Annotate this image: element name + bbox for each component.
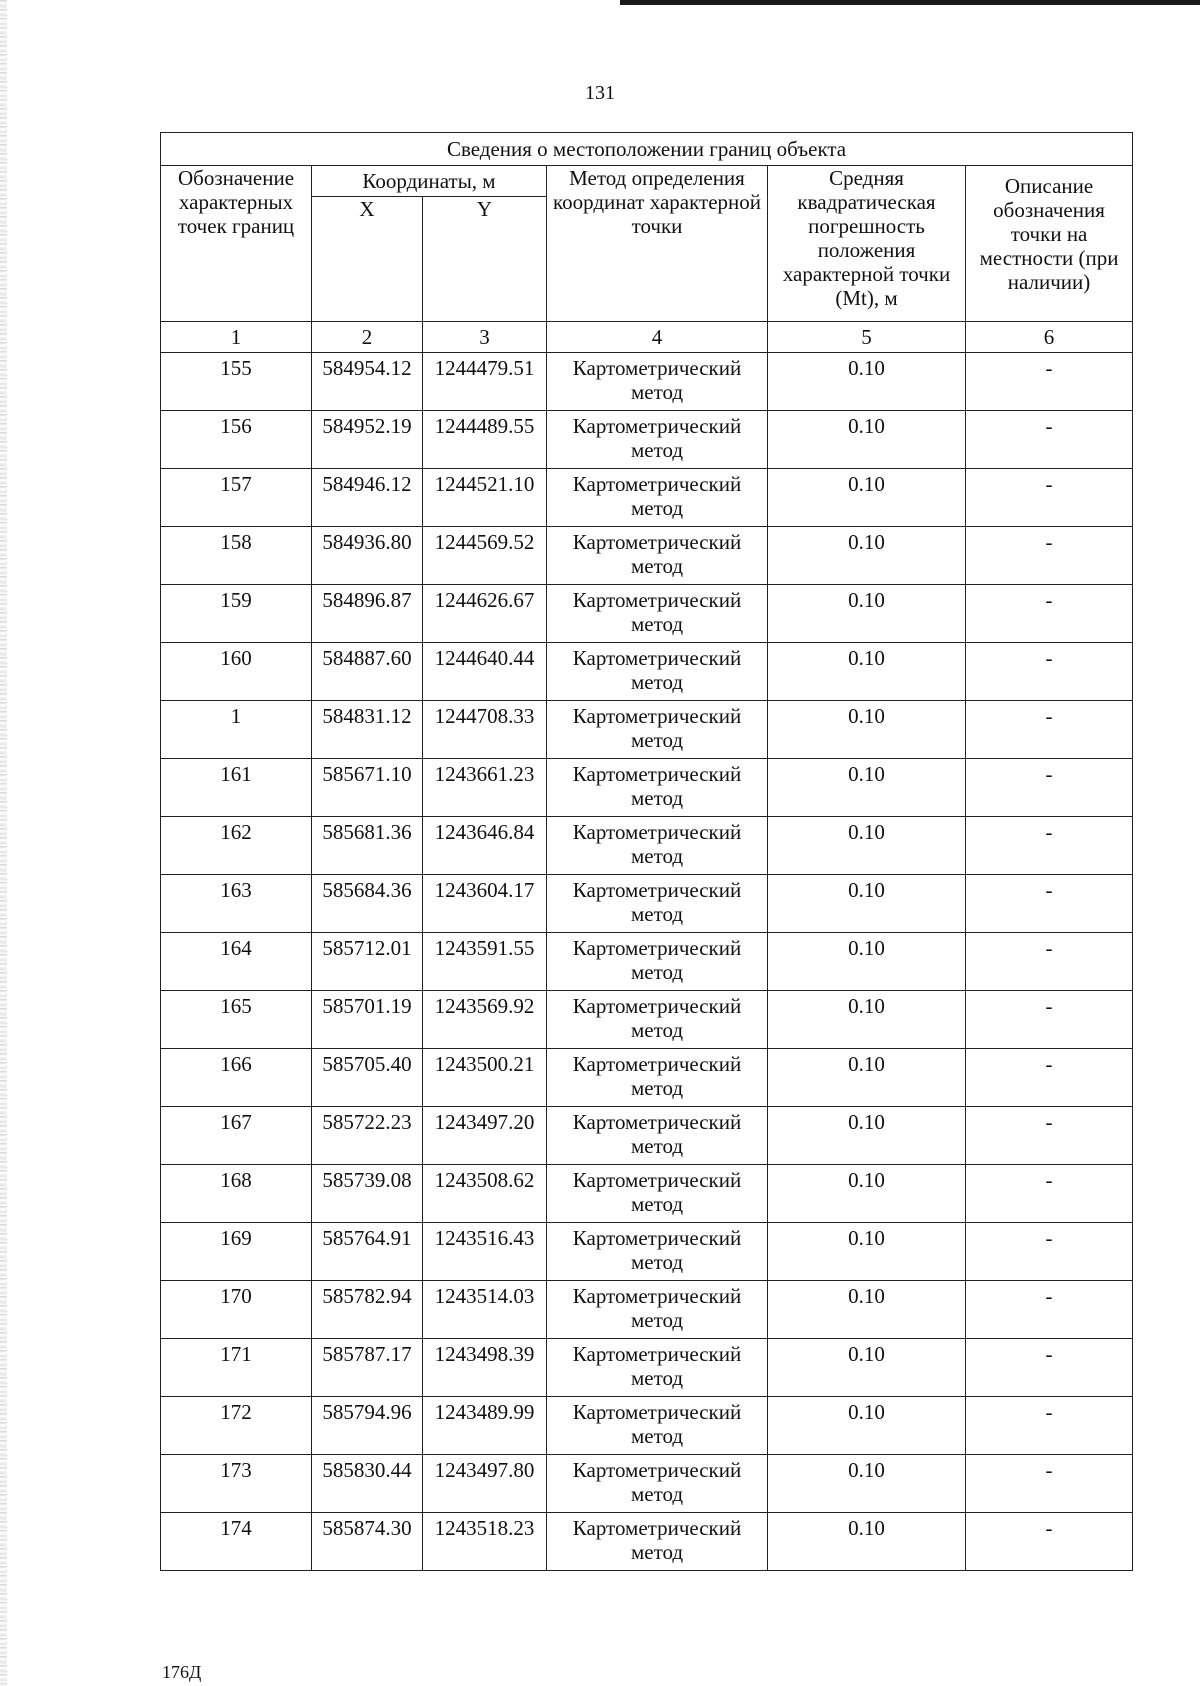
cell-point: 155 [161,353,312,411]
cell-error: 0.10 [768,411,966,469]
cell-point: 167 [161,1107,312,1165]
table-row [161,817,1133,875]
header-method: Метод определения координат характерной точки [547,166,768,322]
cell-point: 172 [161,1397,312,1455]
cell-x: 585782.94 [312,1281,423,1339]
table-row [161,353,1133,411]
footer-code: 176Д [162,1662,202,1682]
cell-error: 0.10 [768,1455,966,1513]
cell-description: - [966,1049,1133,1107]
cell-y: 1243497.20 [423,1107,547,1165]
cell-description: - [966,701,1133,759]
cell-error: 0.10 [768,527,966,585]
table-row [161,1513,1133,1571]
header-description: Описание обозначения точки на местности (при наличии) [966,166,1133,322]
cell-error: 0.10 [768,1281,966,1339]
cell-point: 158 [161,527,312,585]
table-row [161,1049,1133,1107]
cell-method: Картометрический метод [547,1455,768,1513]
cell-description: - [966,1281,1133,1339]
cell-error: 0.10 [768,701,966,759]
cell-x: 584887.60 [312,643,423,701]
cell-point: 157 [161,469,312,527]
cell-error: 0.10 [768,585,966,643]
cell-description: - [966,817,1133,875]
table-row [161,1455,1133,1513]
table-title: Сведения о местоположении границ объекта [161,133,1133,166]
cell-point: 160 [161,643,312,701]
header-error: Средняя квадратическая погрешность положения характерной точки (Mt), м [768,166,966,322]
scan-left-edge [0,0,7,1686]
cell-y: 1243514.03 [423,1281,547,1339]
cell-description: - [966,411,1133,469]
cell-description: - [966,585,1133,643]
boundary-coordinates-table [160,132,1133,1571]
table-row [161,991,1133,1049]
cell-x: 585874.30 [312,1513,423,1571]
cell-y: 1243518.23 [423,1513,547,1571]
table-row [161,1281,1133,1339]
cell-description: - [966,1339,1133,1397]
cell-x: 585722.23 [312,1107,423,1165]
cell-x: 585712.01 [312,933,423,991]
cell-method: Картометрический метод [547,759,768,817]
cell-y: 1243591.55 [423,933,547,991]
cell-y: 1244640.44 [423,643,547,701]
cell-point: 166 [161,1049,312,1107]
cell-point: 169 [161,1223,312,1281]
cell-y: 1243661.23 [423,759,547,817]
cell-error: 0.10 [768,875,966,933]
cell-description: - [966,933,1133,991]
cell-point: 159 [161,585,312,643]
scan-top-edge [620,0,1200,5]
cell-error: 0.10 [768,1165,966,1223]
cell-point: 156 [161,411,312,469]
cell-point: 1 [161,701,312,759]
column-number: 5 [768,322,966,353]
cell-error: 0.10 [768,1339,966,1397]
header-coords: Координаты, м [312,166,547,197]
cell-description: - [966,991,1133,1049]
column-number: 3 [423,322,547,353]
cell-point: 164 [161,933,312,991]
cell-x: 585794.96 [312,1397,423,1455]
cell-point: 171 [161,1339,312,1397]
table-row [161,701,1133,759]
cell-error: 0.10 [768,1397,966,1455]
table-row [161,1165,1133,1223]
cell-y: 1244489.55 [423,411,547,469]
cell-x: 585739.08 [312,1165,423,1223]
cell-error: 0.10 [768,1513,966,1571]
cell-error: 0.10 [768,1049,966,1107]
cell-x: 585830.44 [312,1455,423,1513]
cell-y: 1243569.92 [423,991,547,1049]
cell-y: 1243646.84 [423,817,547,875]
table-row [161,469,1133,527]
cell-method: Картометрический метод [547,1165,768,1223]
cell-y: 1244521.10 [423,469,547,527]
cell-description: - [966,643,1133,701]
cell-description: - [966,759,1133,817]
cell-description: - [966,353,1133,411]
cell-error: 0.10 [768,353,966,411]
table-row [161,875,1133,933]
cell-method: Картометрический метод [547,991,768,1049]
cell-method: Картометрический метод [547,1339,768,1397]
table-row [161,1339,1133,1397]
cell-error: 0.10 [768,933,966,991]
cell-y: 1243489.99 [423,1397,547,1455]
column-number: 2 [312,322,423,353]
cell-method: Картометрический метод [547,933,768,991]
header-x: X [312,197,423,322]
cell-method: Картометрический метод [547,1281,768,1339]
cell-method: Картометрический метод [547,411,768,469]
cell-y: 1244569.52 [423,527,547,585]
cell-method: Картометрический метод [547,1049,768,1107]
cell-x: 585787.17 [312,1339,423,1397]
cell-method: Картометрический метод [547,817,768,875]
cell-point: 161 [161,759,312,817]
cell-y: 1243498.39 [423,1339,547,1397]
cell-error: 0.10 [768,1107,966,1165]
cell-method: Картометрический метод [547,353,768,411]
cell-method: Картометрический метод [547,1513,768,1571]
cell-method: Картометрический метод [547,875,768,933]
cell-x: 585671.10 [312,759,423,817]
cell-y: 1244479.51 [423,353,547,411]
cell-description: - [966,527,1133,585]
cell-method: Картометрический метод [547,527,768,585]
column-numbers-row [161,322,1133,353]
cell-x: 584831.12 [312,701,423,759]
cell-x: 584952.19 [312,411,423,469]
column-number: 4 [547,322,768,353]
cell-description: - [966,1513,1133,1571]
cell-method: Картометрический метод [547,585,768,643]
cell-point: 162 [161,817,312,875]
table-row [161,933,1133,991]
table-row [161,411,1133,469]
cell-description: - [966,1397,1133,1455]
cell-y: 1244708.33 [423,701,547,759]
cell-method: Картометрический метод [547,1397,768,1455]
cell-method: Картометрический метод [547,1107,768,1165]
cell-x: 584946.12 [312,469,423,527]
cell-x: 584936.80 [312,527,423,585]
header-y: Y [423,197,547,322]
cell-y: 1244626.67 [423,585,547,643]
cell-error: 0.10 [768,643,966,701]
cell-description: - [966,469,1133,527]
cell-method: Картометрический метод [547,643,768,701]
table-body [161,353,1133,1571]
table-row [161,1107,1133,1165]
cell-x: 585705.40 [312,1049,423,1107]
cell-error: 0.10 [768,991,966,1049]
cell-y: 1243497.80 [423,1455,547,1513]
cell-x: 584954.12 [312,353,423,411]
cell-error: 0.10 [768,817,966,875]
cell-y: 1243500.21 [423,1049,547,1107]
table-row [161,759,1133,817]
column-number: 1 [161,322,312,353]
cell-point: 165 [161,991,312,1049]
column-number: 6 [966,322,1133,353]
table-row [161,527,1133,585]
header-point: Обозначение характерных точек границ [161,166,312,322]
cell-x: 585701.19 [312,991,423,1049]
cell-x: 585764.91 [312,1223,423,1281]
table-row [161,643,1133,701]
cell-method: Картометрический метод [547,701,768,759]
table-row [161,1223,1133,1281]
cell-point: 168 [161,1165,312,1223]
cell-x: 584896.87 [312,585,423,643]
cell-error: 0.10 [768,1223,966,1281]
cell-description: - [966,1455,1133,1513]
page-number: 131 [585,82,615,104]
cell-x: 585684.36 [312,875,423,933]
cell-y: 1243508.62 [423,1165,547,1223]
cell-point: 163 [161,875,312,933]
table-row [161,585,1133,643]
cell-method: Картометрический метод [547,1223,768,1281]
cell-method: Картометрический метод [547,469,768,527]
cell-point: 170 [161,1281,312,1339]
cell-description: - [966,1165,1133,1223]
cell-description: - [966,1107,1133,1165]
cell-point: 173 [161,1455,312,1513]
table-row [161,1397,1133,1455]
cell-description: - [966,1223,1133,1281]
cell-y: 1243516.43 [423,1223,547,1281]
cell-description: - [966,875,1133,933]
cell-x: 585681.36 [312,817,423,875]
cell-error: 0.10 [768,469,966,527]
cell-point: 174 [161,1513,312,1571]
cell-y: 1243604.17 [423,875,547,933]
cell-error: 0.10 [768,759,966,817]
